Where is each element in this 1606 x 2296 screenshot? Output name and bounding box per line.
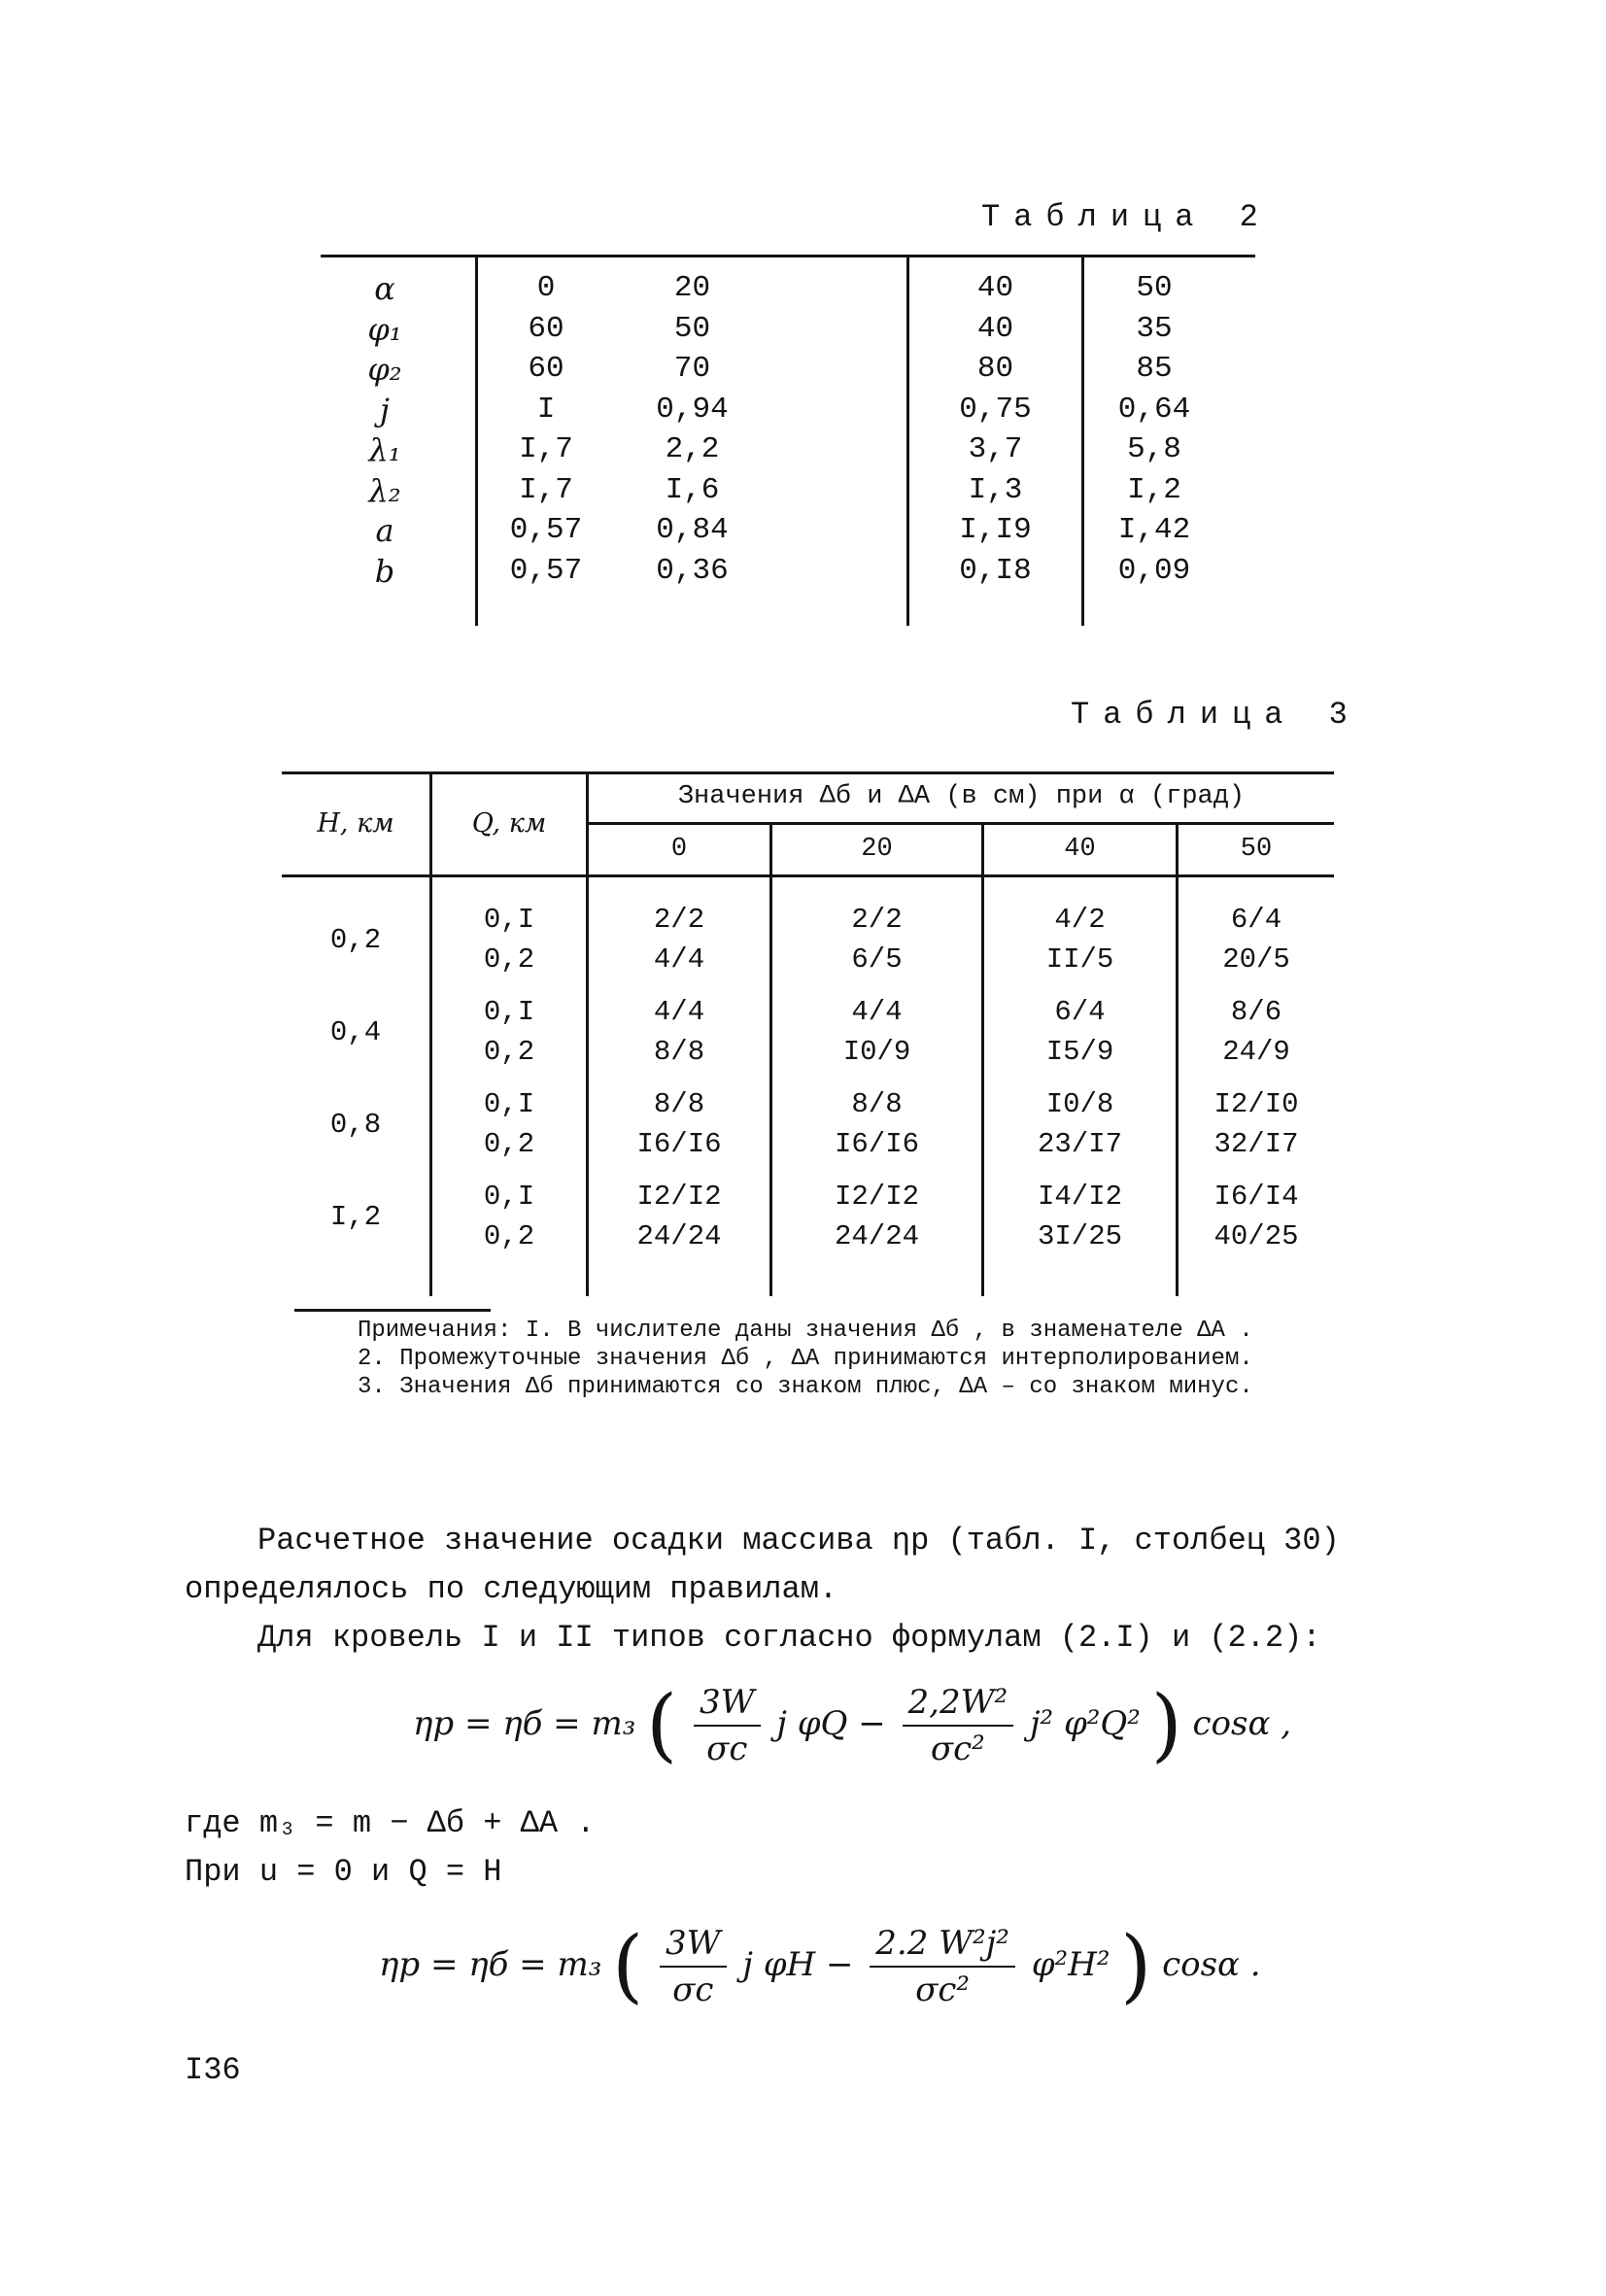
table3-q-value: 0,I [483, 904, 535, 936]
table2-row-label: j [380, 391, 390, 428]
table2-cell: 0,57 [509, 513, 583, 547]
table3-angle-header: 40 [1064, 835, 1096, 864]
table2-cell: I,6 [665, 472, 720, 507]
table2-row [321, 309, 1255, 350]
table2-row-label: α [374, 270, 395, 307]
table2-cell: 5,8 [1127, 432, 1181, 466]
formula2-fraction-2 [870, 1924, 1015, 2009]
table3-cell: 40/25 [1213, 1220, 1299, 1252]
table3-cell: 4/4 [653, 996, 705, 1028]
table2-cell: 0,I8 [959, 553, 1032, 588]
table2-cell: 60 [528, 352, 564, 386]
table2-row [321, 349, 1255, 390]
table2-cell: 35 [1136, 311, 1173, 346]
table2-cell: 0,09 [1117, 553, 1191, 588]
table3-group-rule [586, 822, 1334, 825]
note-2: 2. Промежуточные значения Δб , ΔА принимаются интерполированием. [358, 1346, 1253, 1372]
formula2-num2: 2.2 W²j² [870, 1924, 1015, 1968]
table3-cell: 32/I7 [1213, 1128, 1299, 1160]
table-3 [282, 771, 1334, 1296]
table3-cell: 8/6 [1230, 996, 1282, 1028]
formula2-den2: σс² [915, 1970, 971, 2009]
condition-line: При u = 0 и Q = H [185, 1854, 502, 1890]
table3-q-value: 0,2 [483, 1036, 535, 1068]
table2-cell: I,7 [519, 472, 573, 507]
formula1-end: cosα , [1192, 1704, 1292, 1743]
table2-top-rule [321, 255, 1255, 257]
note-3: 3. Значения Δб принимаются со знаком плюс, ΔА – со знаком минус. [358, 1374, 1253, 1400]
table2-caption: Таблица 2 [981, 199, 1272, 235]
table2-row [321, 390, 1255, 430]
formula2-end: cosα . [1162, 1945, 1261, 1984]
table3-h-value: I,2 [329, 1201, 382, 1233]
formula1-den1: σс [706, 1730, 748, 1768]
formula2-mid: j φH − [742, 1945, 854, 1984]
table3-cell: 4/4 [653, 943, 705, 976]
formula2-paren-close: ) [1120, 1920, 1152, 2012]
table2-cell: 20 [673, 271, 711, 305]
table3-q-value: 0,I [483, 996, 535, 1028]
table2-cell: 0,64 [1117, 392, 1191, 427]
where-line: где m₃ = m − Δб + ΔА . [185, 1805, 596, 1841]
table3-cell: I4/I2 [1037, 1181, 1122, 1213]
table3-q-value: 0,I [483, 1088, 535, 1120]
table3-cell: I6/I6 [834, 1128, 919, 1160]
table3-cell: 2/2 [851, 904, 903, 936]
table2-cell: 2,2 [665, 432, 720, 466]
table3-cell: I0/8 [1045, 1088, 1114, 1120]
table3-h-value: 0,8 [329, 1109, 382, 1141]
table3-q-value: 0,2 [483, 943, 535, 976]
table3-h-value: 0,2 [329, 924, 382, 956]
table2-cell: I [536, 392, 556, 427]
table2-cell: 60 [528, 311, 564, 346]
formula-2 [379, 1920, 1261, 2012]
table3-cell: 24/9 [1222, 1036, 1290, 1068]
table2-row [321, 551, 1255, 592]
table2-cell: 40 [976, 271, 1014, 305]
table3-h-value: 0,4 [329, 1016, 382, 1048]
formula1-num1: 3W [694, 1683, 761, 1727]
note-1: Примечания: I. В числителе даны значения Δб , в знаменателе ΔА . [358, 1318, 1253, 1344]
formula2-tail: φ²H² [1031, 1945, 1111, 1984]
table3-cell: 8/8 [653, 1088, 705, 1120]
table2-cell: 50 [673, 311, 711, 346]
table3-cell: I2/I0 [1213, 1088, 1299, 1120]
table3-cell: I0/9 [842, 1036, 911, 1068]
formula2-fraction-1 [660, 1924, 727, 2009]
table3-cell: 2/2 [653, 904, 705, 936]
formula1-paren-close: ) [1150, 1679, 1182, 1771]
table3-q-value: 0,I [483, 1181, 535, 1213]
formula1-den2: σс² [930, 1730, 985, 1768]
table2-cell: 0,36 [656, 553, 729, 588]
table2-row-label: φ₂ [367, 351, 402, 388]
table2-cell: I,I9 [959, 513, 1032, 547]
table3-group-header: Значения Δб и ΔА (в см) при α (град) [677, 782, 1246, 811]
formula2-lhs: ηр = ηб = m₃ [379, 1945, 602, 1984]
table3-q-value: 0,2 [483, 1220, 535, 1252]
table2-cell: 0,57 [509, 553, 583, 588]
table2-row-label: λ₁ [368, 431, 401, 468]
table3-cell: 4/2 [1054, 904, 1106, 936]
table-2 [321, 255, 1255, 626]
formula1-mid: j φQ − [776, 1704, 886, 1743]
table3-cell: 8/8 [851, 1088, 903, 1120]
table3-cell: II/5 [1045, 943, 1114, 976]
table3-cell: 6/4 [1054, 996, 1106, 1028]
table2-cell: 0,94 [656, 392, 729, 427]
table2-cell: 0,75 [959, 392, 1032, 427]
table2-cell: I,3 [968, 472, 1023, 507]
table2-cell: I,42 [1117, 513, 1191, 547]
table3-col-q-header: Q, км [471, 808, 547, 839]
table3-cell: 4/4 [851, 996, 903, 1028]
table3-cell: I2/I2 [834, 1181, 919, 1213]
formula1-fraction-2 [903, 1683, 1014, 1768]
table2-row [321, 268, 1255, 309]
table3-angle-header: 0 [670, 835, 688, 864]
table3-cell: I2/I2 [636, 1181, 722, 1213]
paragraph-1-line-1: Расчетное значение осадки массива ηр (табл. I, столбец 30) [257, 1523, 1340, 1559]
formula2-paren-open: ( [612, 1920, 644, 2012]
table2-cell: 80 [976, 352, 1014, 386]
table3-cell: 24/24 [636, 1220, 722, 1252]
table2-row [321, 510, 1255, 551]
table2-cell: 0 [536, 271, 556, 305]
table2-cell: 40 [976, 311, 1014, 346]
table3-top-rule [282, 771, 1334, 774]
table3-angle-header: 20 [861, 835, 893, 864]
table2-cell: 70 [673, 352, 711, 386]
table2-cell: 50 [1136, 271, 1173, 305]
table3-caption: Таблица 3 [1071, 697, 1361, 733]
formula1-lhs: ηр = ηб = m₃ [413, 1704, 636, 1743]
table2-cell: I,7 [519, 432, 573, 466]
table3-cell: 20/5 [1222, 943, 1290, 976]
table2-row-label: b [374, 552, 395, 590]
formula-1 [413, 1679, 1292, 1771]
table3-cell: 23/I7 [1037, 1128, 1122, 1160]
formula1-num2: 2,2W² [903, 1683, 1014, 1727]
table3-cell: 6/4 [1230, 904, 1282, 936]
table2-row [321, 470, 1255, 511]
table2-cell: I,2 [1127, 472, 1181, 507]
table3-cell: 3I/25 [1037, 1220, 1122, 1252]
formula2-num1: 3W [660, 1924, 727, 1968]
paragraph-1-line-2: определялось по следующим правилам. [185, 1571, 838, 1607]
table2-row-label: a [375, 512, 394, 549]
table2-cell: 3,7 [968, 432, 1023, 466]
table3-cell: I6/I6 [636, 1128, 722, 1160]
table3-cell: 24/24 [834, 1220, 919, 1252]
table3-col-h-header: H, км [317, 808, 394, 839]
table3-notes [294, 1318, 1349, 1402]
formula1-paren-open: ( [646, 1679, 678, 1771]
table2-row [321, 429, 1255, 470]
formula1-tail: j² φ²Q² [1029, 1704, 1141, 1743]
formula1-fraction-1 [694, 1683, 761, 1768]
table3-q-value: 0,2 [483, 1128, 535, 1160]
page-number: I36 [185, 2052, 241, 2088]
table2-row-label: φ₁ [367, 310, 402, 348]
paragraph-2: Для кровель I и II типов согласно формулам (2.I) и (2.2): [257, 1620, 1321, 1656]
formula2-den1: σс [672, 1970, 714, 2009]
table3-cell: 8/8 [653, 1036, 705, 1068]
table3-angle-header: 50 [1240, 835, 1273, 864]
table2-cell: 85 [1136, 352, 1173, 386]
table3-cell: 6/5 [851, 943, 903, 976]
notes-rule [294, 1309, 491, 1312]
table3-cell: I6/I4 [1213, 1181, 1299, 1213]
table2-cell: 0,84 [656, 513, 729, 547]
table3-cell: I5/9 [1045, 1036, 1114, 1068]
table2-row-label: λ₂ [368, 471, 401, 509]
